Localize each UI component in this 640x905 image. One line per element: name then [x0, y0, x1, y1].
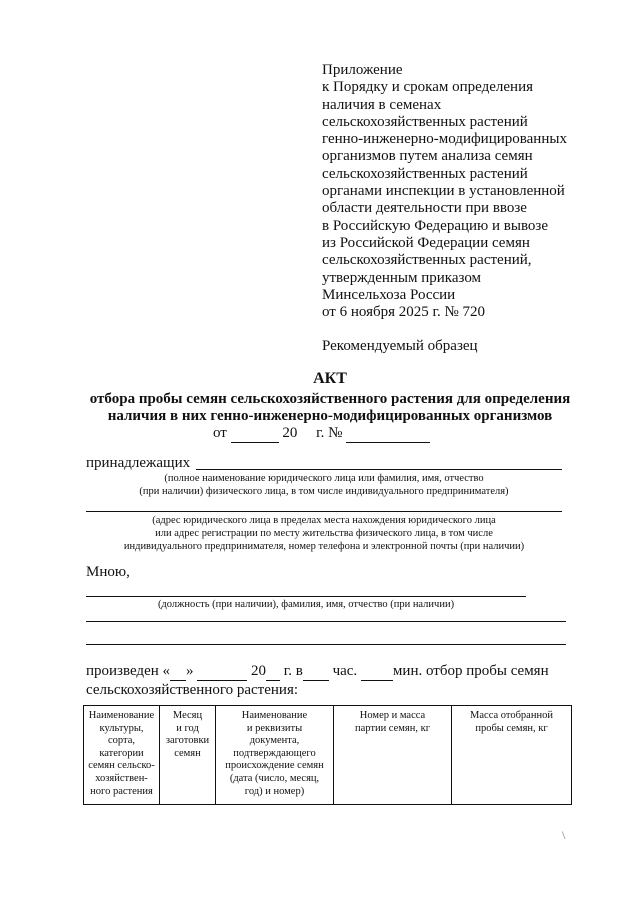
inspector-field[interactable]	[86, 596, 526, 597]
note-line: (адрес юридического лица в пределах места нахождения юридического лица	[152, 515, 496, 526]
text-fragment: 20	[251, 663, 267, 679]
header-text: документа,	[249, 735, 300, 747]
appendix-line: органами инспекции в установленной	[322, 183, 565, 200]
appendix-line: организмов путем анализа семян	[322, 148, 533, 165]
header-text: сорта,	[107, 735, 136, 747]
title-line: наличия в них генно-инженерно-модифицированных организмов	[107, 408, 553, 424]
note-line: индивидуального предпринимателя, номер телефона и электронной почты (при наличии)	[123, 541, 525, 553]
number-sign: №	[328, 425, 343, 441]
note-line: (полное наименование юридического лица или фамилия, имя, отчество	[164, 473, 484, 484]
extra-line-field[interactable]	[86, 621, 566, 622]
header-text: Наименование	[88, 710, 155, 721]
scan-mark: \	[562, 828, 566, 842]
header-cell-sample-mass	[452, 706, 572, 805]
date-number-line	[213, 425, 430, 443]
header-cell-crop	[84, 706, 160, 805]
recommended-sample-label: Рекомендуемый образец	[322, 338, 478, 354]
header-text: хозяйствен-	[95, 772, 148, 784]
owner-label: принадлежащих	[86, 455, 191, 471]
header-text: ного растения	[90, 785, 153, 797]
month-blank[interactable]	[197, 662, 247, 681]
note-line: или адрес регистрации по месту жительства физического лица, в том числе	[155, 528, 493, 540]
title-akt: АКТ	[313, 370, 347, 387]
appendix-line: от 6 ноября 2025 г. № 720	[322, 304, 486, 321]
header-text: и год	[176, 722, 199, 734]
title-line: отбора пробы семян сельскохозяйственного растения для определения	[89, 390, 571, 407]
appendix-line: Минсельхоза России	[322, 286, 456, 303]
text-fragment: произведен «	[86, 663, 171, 679]
number-blank[interactable]	[346, 425, 430, 443]
appendix-line: сельскохозяйственных растений,	[322, 252, 532, 269]
table-header-row	[84, 706, 572, 805]
header-text: год) и номер)	[244, 785, 305, 797]
inspector-label: Мною,	[86, 564, 130, 580]
text-fragment: »	[186, 663, 194, 679]
header-text: семян сельско-	[88, 760, 155, 772]
document-title	[60, 370, 600, 426]
header-text: Масса отобранной	[470, 710, 553, 721]
header-text: категории	[99, 747, 144, 759]
date-blank[interactable]	[231, 425, 279, 443]
sampling-line: сельскохозяйственного растения:	[86, 682, 299, 698]
text-fragment: мин. отбор пробы семян	[392, 663, 549, 679]
owner-address-field[interactable]	[86, 511, 562, 512]
header-cell-lot-number-mass	[334, 706, 452, 805]
appendix-line: области деятельности при ввозе	[322, 200, 527, 217]
owner-name-field[interactable]	[196, 469, 562, 470]
day-blank[interactable]	[170, 662, 186, 681]
appendix-line: к Порядку и срокам определения	[322, 79, 533, 96]
header-text: (дата (число, месяц,	[229, 772, 320, 784]
header-text: подтверждающего	[233, 747, 316, 759]
header-text: Наименование	[241, 710, 308, 721]
header-cell-harvest-date	[160, 706, 216, 805]
header-text: партии семян, кг	[354, 722, 431, 734]
extra-line-field[interactable]	[86, 644, 566, 645]
header-text: культуры,	[99, 722, 144, 734]
appendix-line: в Российскую Федерацию и вывозе	[322, 217, 549, 234]
inspector-note: (должность (при наличии), фамилия, имя, отчество (при наличии)	[157, 599, 455, 610]
sampling-statement	[86, 662, 549, 699]
appendix-line: из Российской Федерации семян	[322, 234, 530, 251]
appendix-line: утвержденным приказом	[322, 269, 482, 286]
header-text: происхождение семян	[225, 760, 324, 772]
appendix-heading	[322, 62, 622, 321]
header-text: Номер и масса	[359, 710, 426, 721]
header-cell-origin-document	[216, 706, 334, 805]
appendix-line: сельскохозяйственных растений	[322, 165, 528, 182]
note-line: (при наличии) физического лица, в том числе индивидуального предпринимателя)	[139, 486, 509, 498]
owner-name-note	[86, 472, 562, 498]
header-text: семян	[174, 747, 201, 759]
appendix-line: Приложение	[322, 62, 403, 78]
owner-address-note	[86, 514, 562, 554]
header-text: Месяц	[172, 710, 203, 721]
appendix-line: сельскохозяйственных растений	[322, 113, 528, 130]
header-text: заготовки	[165, 735, 210, 747]
date-from-label: от	[213, 425, 227, 441]
text-fragment: г. в	[283, 663, 303, 679]
text-fragment: час.	[332, 663, 358, 679]
appendix-line: генно-инженерно-модифицированных	[322, 131, 567, 148]
minute-blank[interactable]	[361, 662, 393, 681]
year-suffix: г.	[316, 425, 325, 441]
header-text: и реквизиты	[246, 722, 303, 734]
year-prefix: 20	[282, 425, 298, 441]
sampling-line	[86, 662, 549, 681]
year-blank[interactable]	[266, 662, 280, 681]
header-text: пробы семян, кг	[475, 722, 548, 734]
appendix-line: наличия в семенах	[322, 96, 442, 113]
seed-sample-table	[83, 705, 572, 805]
hour-blank[interactable]	[303, 662, 329, 681]
